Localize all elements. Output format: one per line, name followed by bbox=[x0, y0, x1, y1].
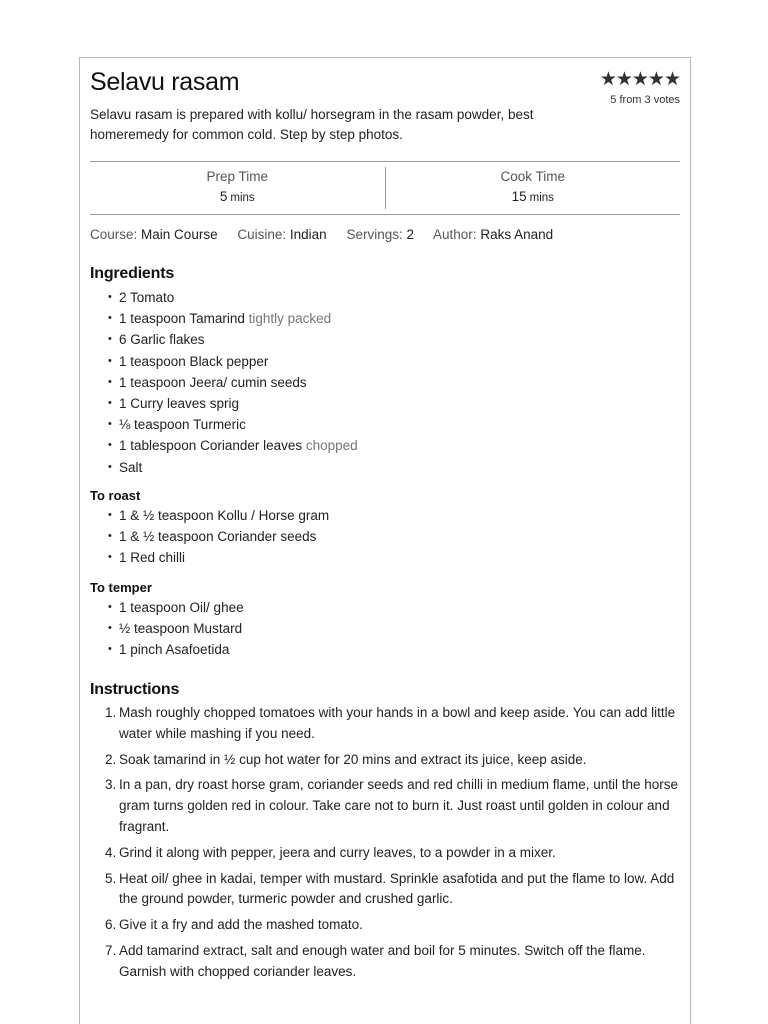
ingredient-text: 1 teaspoon Black pepper bbox=[119, 353, 269, 369]
step-number: 1. bbox=[105, 705, 117, 720]
rating-votes: 5 from 3 votes bbox=[610, 94, 680, 106]
step-text: Give it a fry and add the mashed tomato. bbox=[119, 917, 363, 933]
rating[interactable] bbox=[570, 70, 680, 106]
meta-cuisine bbox=[237, 227, 326, 242]
step-number: 2. bbox=[105, 751, 117, 767]
meta-servings-value[interactable]: 2 bbox=[406, 227, 415, 242]
star-rating-icon[interactable]: ★★★★★ bbox=[599, 69, 680, 90]
step-text: Soak tamarind in ½ cup hot water for 20 mins and extract its juice, keep aside. bbox=[119, 751, 587, 767]
instruction-step bbox=[90, 703, 682, 745]
to-roast-heading: To roast bbox=[90, 488, 141, 503]
ingredient-item bbox=[108, 372, 358, 393]
prep-time bbox=[90, 162, 385, 214]
prep-time-unit: mins bbox=[230, 192, 255, 204]
prep-time-number: 5 bbox=[219, 189, 228, 204]
ingredient-text: 1 Red chilli bbox=[119, 550, 186, 566]
ingredient-item bbox=[108, 547, 329, 568]
step-text: Mash roughly chopped tomatoes with your hands in a bowl and keep aside. You can add little water while mashing if you need. bbox=[119, 705, 676, 741]
cook-time-unit: mins bbox=[529, 192, 554, 204]
prep-time-value bbox=[90, 189, 385, 204]
temper-ingredients-list bbox=[108, 597, 244, 661]
ingredient-text: 1 Curry leaves sprig bbox=[119, 396, 240, 412]
step-text: In a pan, dry roast horse gram, coriander seeds and red chilli in medium flame, until the horse gram turns golden red in colour. Take care not to burn it. Just roast until golden in colour and fragrant. bbox=[119, 777, 679, 834]
meta-author-value: Raks Anand bbox=[480, 227, 554, 242]
recipe-card bbox=[79, 57, 691, 1024]
meta-cuisine-label: Cuisine: bbox=[237, 227, 287, 242]
instruction-step bbox=[90, 869, 682, 911]
meta-cuisine-value: Indian bbox=[289, 227, 327, 242]
ingredient-text: ⅛ teaspoon Turmeric bbox=[119, 417, 246, 433]
ingredients-list bbox=[108, 287, 358, 478]
ingredient-item bbox=[108, 505, 329, 526]
step-number: 7. bbox=[105, 942, 117, 958]
ingredient-text: 1 & ½ teaspoon Coriander seeds bbox=[119, 529, 317, 545]
instruction-step bbox=[90, 843, 682, 864]
cook-time-number: 15 bbox=[511, 189, 527, 204]
ingredient-item bbox=[108, 351, 358, 372]
ingredient-text: 1 teaspoon Tamarind bbox=[119, 311, 245, 327]
ingredient-text: ½ teaspoon Mustard bbox=[119, 621, 243, 637]
instructions-list bbox=[90, 703, 682, 988]
step-number: 5. bbox=[105, 870, 117, 886]
ingredient-item bbox=[108, 393, 358, 414]
step-text: Heat oil/ ghee in kadai, temper with mustard. Sprinkle asafotida and put the flame to low. Add the ground powder, turmeric powder and crushed garlic. bbox=[119, 870, 675, 907]
ingredient-text: 6 Garlic flakes bbox=[119, 332, 205, 348]
step-number: 6. bbox=[105, 917, 117, 933]
instruction-step bbox=[90, 941, 682, 983]
prep-time-label: Prep Time bbox=[206, 169, 269, 184]
step-text: Grind it along with pepper, jeera and curry leaves, to a powder in a mixer. bbox=[119, 844, 556, 860]
instruction-step bbox=[90, 915, 682, 936]
meta-servings-label: Servings: bbox=[346, 227, 403, 242]
ingredient-text: 1 & ½ teaspoon Kollu / Horse gram bbox=[119, 508, 330, 523]
ingredient-text: Salt bbox=[119, 459, 143, 475]
ingredient-item bbox=[108, 618, 244, 639]
ingredient-item bbox=[108, 639, 244, 660]
ingredient-item bbox=[108, 329, 358, 350]
ingredient-item bbox=[108, 597, 244, 618]
meta-course bbox=[90, 227, 218, 242]
meta-servings bbox=[346, 227, 414, 242]
ingredient-item bbox=[108, 526, 329, 547]
meta-course-label: Course: bbox=[90, 227, 138, 242]
ingredient-text: 1 pinch Asafoetida bbox=[119, 642, 230, 658]
recipe-meta bbox=[90, 227, 569, 242]
ingredient-item bbox=[108, 414, 358, 435]
meta-author bbox=[433, 227, 553, 242]
instructions-heading: Instructions bbox=[90, 681, 180, 698]
to-temper-heading: To temper bbox=[90, 580, 152, 595]
ingredient-item bbox=[108, 287, 358, 308]
recipe-times bbox=[90, 161, 680, 215]
ingredient-note: tightly packed bbox=[248, 311, 332, 327]
ingredient-text: 2 Tomato bbox=[119, 290, 175, 305]
instruction-step bbox=[90, 775, 682, 837]
ingredient-text: 1 teaspoon Jeera/ cumin seeds bbox=[119, 374, 307, 390]
step-number: 4. bbox=[105, 844, 117, 860]
ingredient-item bbox=[108, 457, 358, 478]
ingredient-item bbox=[108, 435, 358, 456]
instruction-step bbox=[90, 750, 682, 771]
cook-time-label: Cook Time bbox=[500, 169, 566, 184]
meta-author-label: Author: bbox=[433, 227, 477, 242]
step-text: Add tamarind extract, salt and enough water and boil for 5 minutes. Switch off the flame. Garnish with chopped coriander leaves. bbox=[119, 942, 646, 979]
cook-time-value bbox=[386, 189, 681, 204]
step-number: 3. bbox=[105, 777, 117, 793]
cook-time bbox=[385, 167, 681, 209]
ingredient-note: chopped bbox=[305, 438, 358, 454]
ingredient-text: 1 teaspoon Oil/ ghee bbox=[119, 600, 244, 615]
recipe-title: Selavu rasam bbox=[90, 68, 240, 96]
roast-ingredients-list bbox=[108, 505, 329, 569]
ingredient-text: 1 tablespoon Coriander leaves bbox=[119, 438, 303, 454]
ingredients-heading: Ingredients bbox=[90, 265, 175, 282]
ingredient-item bbox=[108, 308, 358, 329]
meta-course-value: Main Course bbox=[141, 227, 218, 242]
recipe-summary: Selavu rasam is prepared with kollu/ horsegram in the rasam powder, best homeremedy for common cold. Step by step photos. bbox=[90, 107, 534, 142]
